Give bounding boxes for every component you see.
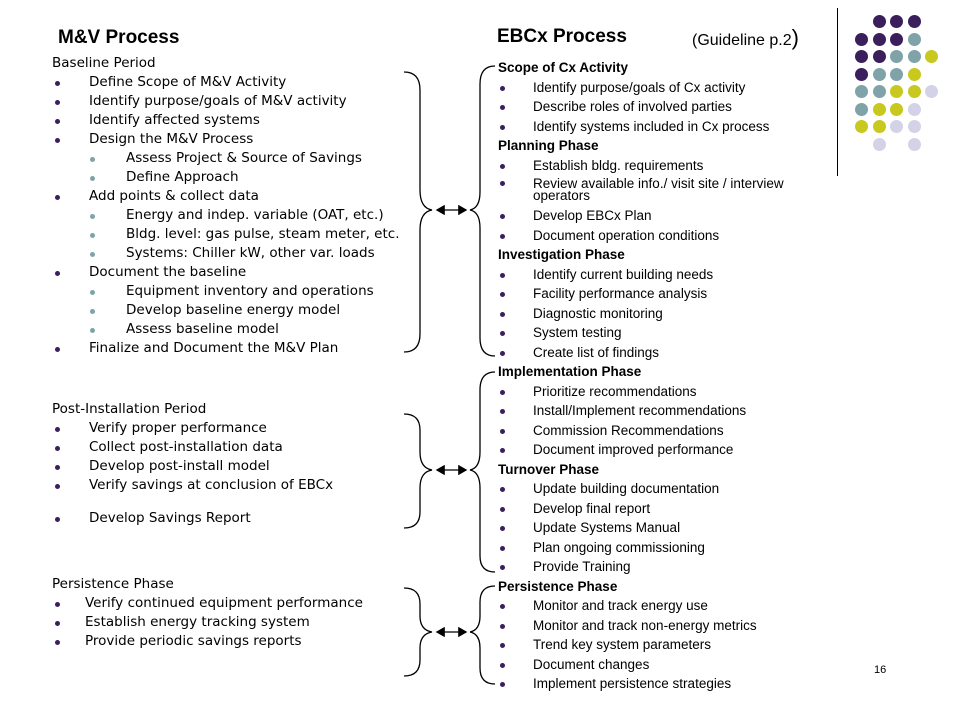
list-item: Provide periodic savings reports — [52, 632, 363, 651]
list-item: Prioritize recommendations — [498, 382, 843, 402]
list-item: Diagnostic monitoring — [498, 304, 843, 324]
ebcx-planning-heading: Planning Phase — [498, 138, 599, 153]
mv-process-title: M&V Process — [58, 27, 180, 48]
list-item: Document operation conditions — [498, 226, 843, 246]
list-item: Document the baseline — [52, 263, 400, 282]
ebcx-persistence-heading: Persistence Phase — [498, 578, 618, 594]
left-brace-planning — [470, 66, 495, 356]
right-brace-post-install — [404, 414, 432, 528]
list-item: Identify purpose/goals of Cx activity — [498, 78, 843, 98]
list-subitem: Equipment inventory and operations — [52, 282, 400, 301]
list-item: Establish bldg. requirements — [498, 156, 843, 176]
list-item: Identify affected systems — [52, 111, 400, 130]
list-item: Trend key system parameters — [498, 635, 843, 655]
list-item: Document improved performance — [498, 440, 843, 460]
left-brace-implementation — [470, 372, 495, 572]
list-item: Update building documentation — [498, 479, 843, 499]
list-item: Add points & collect data — [52, 187, 400, 206]
ebcx-investigation-heading: Investigation Phase — [498, 247, 625, 262]
left-brace-persistence — [470, 586, 495, 684]
list-item: Identify current building needs — [498, 265, 843, 285]
list-item: Document changes — [498, 655, 843, 675]
right-brace-baseline — [404, 72, 432, 352]
list-item: Describe roles of involved parties — [498, 97, 843, 117]
right-brace-persistence — [404, 588, 432, 676]
list-item: Develop post-install model — [52, 457, 333, 476]
ebcx-scope-heading: Scope of Cx Activity — [498, 60, 629, 75]
page-number: 16 — [874, 664, 887, 676]
list-item: Verify continued equipment performance — [52, 594, 363, 613]
list-subitem: Energy and indep. variable (OAT, etc.) — [52, 206, 400, 225]
list-item: Verify proper performance — [52, 419, 333, 438]
list-subitem: Assess Project & Source of Savings — [52, 149, 400, 168]
list-item: Monitor and track energy use — [498, 596, 843, 616]
ebcx-turnover-heading: Turnover Phase — [498, 461, 600, 477]
list-item: Create list of findings — [498, 343, 843, 363]
ebcx-implementation-heading: Implementation Phase — [498, 364, 642, 379]
list-subitem: Define Approach — [52, 168, 400, 187]
list-item: Commission Recommendations — [498, 421, 843, 441]
list-subitem: Develop baseline energy model — [52, 301, 400, 320]
mv-persistence-heading: Persistence Phase — [52, 576, 174, 592]
guideline-reference: (Guideline p.2) — [692, 25, 799, 50]
list-item: Update Systems Manual — [498, 518, 843, 538]
list-item: Verify savings at conclusion of EBCx — [52, 476, 333, 495]
list-item: Install/Implement recommendations — [498, 401, 843, 421]
list-subitem: Bldg. level: gas pulse, steam meter, etc. — [52, 225, 400, 244]
mv-post-install-heading: Post-Installation Period — [52, 401, 207, 417]
list-subitem: Systems: Chiller kW, other var. loads — [52, 244, 400, 263]
list-item: Develop final report — [498, 499, 843, 519]
list-item: Identify systems included in Cx process — [498, 117, 843, 137]
list-item: Provide Training — [498, 557, 843, 577]
mv-baseline-heading: Baseline Period — [52, 55, 156, 71]
list-item: Review available info./ visit site / interview operators — [498, 175, 843, 206]
list-subitem: Assess baseline model — [52, 320, 400, 339]
list-item: Plan ongoing commissioning — [498, 538, 843, 558]
ebcx-process-title: EBCx Process — [497, 26, 627, 47]
list-item: Define Scope of M&V Activity — [52, 73, 400, 92]
list-item: Develop EBCx Plan — [498, 206, 843, 226]
list-item: Establish energy tracking system — [52, 613, 363, 632]
list-item: Implement persistence strategies — [498, 674, 843, 694]
list-item: Facility performance analysis — [498, 284, 843, 304]
list-item: Finalize and Document the M&V Plan — [52, 339, 400, 358]
list-item: Identify purpose/goals of M&V activity — [52, 92, 400, 111]
list-item: Collect post-installation data — [52, 438, 333, 457]
list-item: System testing — [498, 323, 843, 343]
list-item: Design the M&V Process — [52, 130, 400, 149]
list-item: Develop Savings Report — [52, 509, 333, 528]
list-item: Monitor and track non-energy metrics — [498, 616, 843, 636]
